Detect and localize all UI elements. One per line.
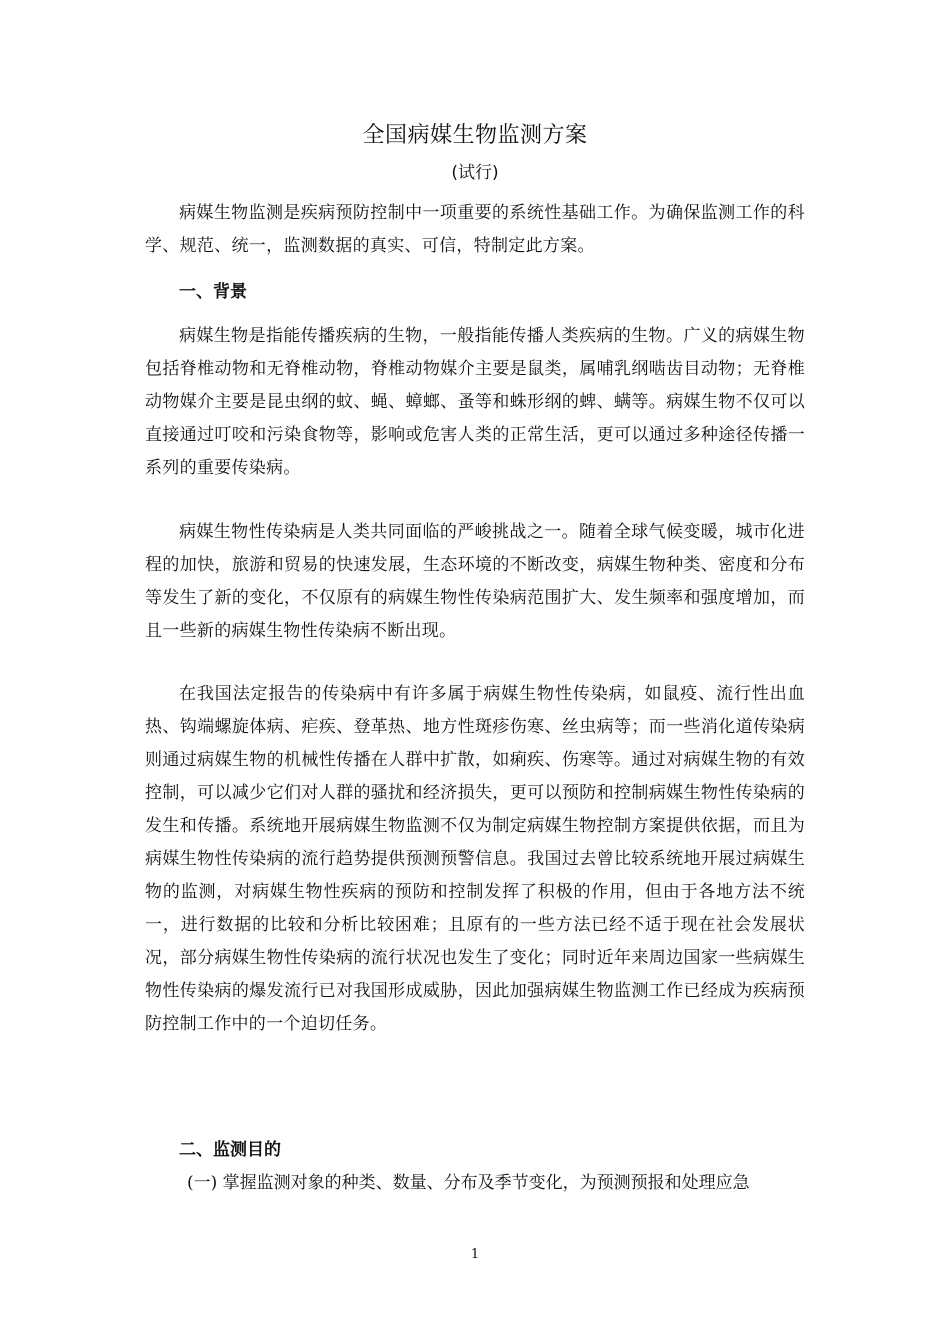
background-paragraph-2-block bbox=[145, 516, 805, 648]
intro-paragraph: 病媒生物监测是疾病预防控制中一项重要的系统性基础工作。为确保监测工作的科学、规范、统一，监测数据的真实、可信，特制定此方案。 bbox=[145, 203, 805, 256]
document-subtitle: (试行) bbox=[451, 163, 499, 183]
background-paragraph-3-block bbox=[145, 678, 805, 1041]
background-paragraph-1-block bbox=[145, 320, 805, 485]
section-heading-purpose: 二、监测目的 bbox=[179, 1140, 281, 1160]
intro-block bbox=[145, 197, 805, 263]
section-purpose bbox=[145, 1134, 805, 1200]
background-paragraph-2: 病媒生物性传染病是人类共同面临的严峻挑战之一。随着全球气候变暖，城市化进程的加快，旅游和贸易的快速发展，生态环境的不断改变，病媒生物种类、密度和分布等发生了新的变化，不仅原有的病媒生物性传染病范围扩大、发生频率和强度增加，而且一些新的病媒生物性传染病不断出现。 bbox=[145, 522, 805, 641]
section-heading-background: 一、背景 bbox=[179, 282, 247, 302]
purpose-item-1: (一) 掌握监测对象的种类、数量、分布及季节变化，为预测预报和处理应急 bbox=[187, 1173, 750, 1193]
section-background bbox=[145, 276, 805, 309]
document-title: 全国病媒生物监测方案 bbox=[362, 123, 588, 148]
background-paragraph-3: 在我国法定报告的传染病中有许多属于病媒生物性传染病，如鼠疫、流行性出血热、钩端螺旋体病、疟疾、登革热、地方性斑疹伤寒、丝虫病等；而一些消化道传染病则通过病媒生物的机械性传播在人群中扩散，如痢疾、伤寒等。通过对病媒生物的有效控制，可以减少它们对人群的骚扰和经济损失，更可以预防和控制病媒生物性传染病的发生和传播。系统地开展病媒生物监测不仅为制定病媒生物控制方案提供依据，而且为病媒生物性传染病的流行趋势提供预测预警信息。我国过去曾比较系统地开展过病媒生物的监测，对病媒生物性疾病的预防和控制发挥了积极的作用，但由于各地方法不统一，进行数据的比较和分析比较困难；且原有的一些方法已经不适于现在社会发展状况，部分病媒生物性传染病的流行状况也发生了变化；同时近年来周边国家一些病媒生物性传染病的爆发流行已对我国形成威胁，因此加强病媒生物监测工作已经成为疾病预防控制工作中的一个迫切任务。 bbox=[145, 684, 805, 1034]
background-paragraph-1: 病媒生物是指能传播疾病的生物，一般指能传播人类疾病的生物。广义的病媒生物包括脊椎动物和无脊椎动物，脊椎动物媒介主要是鼠类，属哺乳纲啮齿目动物；无脊椎动物媒介主要是昆虫纲的蚊、蝇、蟑螂、蚤等和蛛形纲的蜱、螨等。病媒生物不仅可以直接通过叮咬和污染食物等，影响或危害人类的正常生活，更可以通过多种途径传播一系列的重要传染病。 bbox=[145, 326, 805, 478]
page-number: 1 bbox=[470, 1247, 480, 1262]
